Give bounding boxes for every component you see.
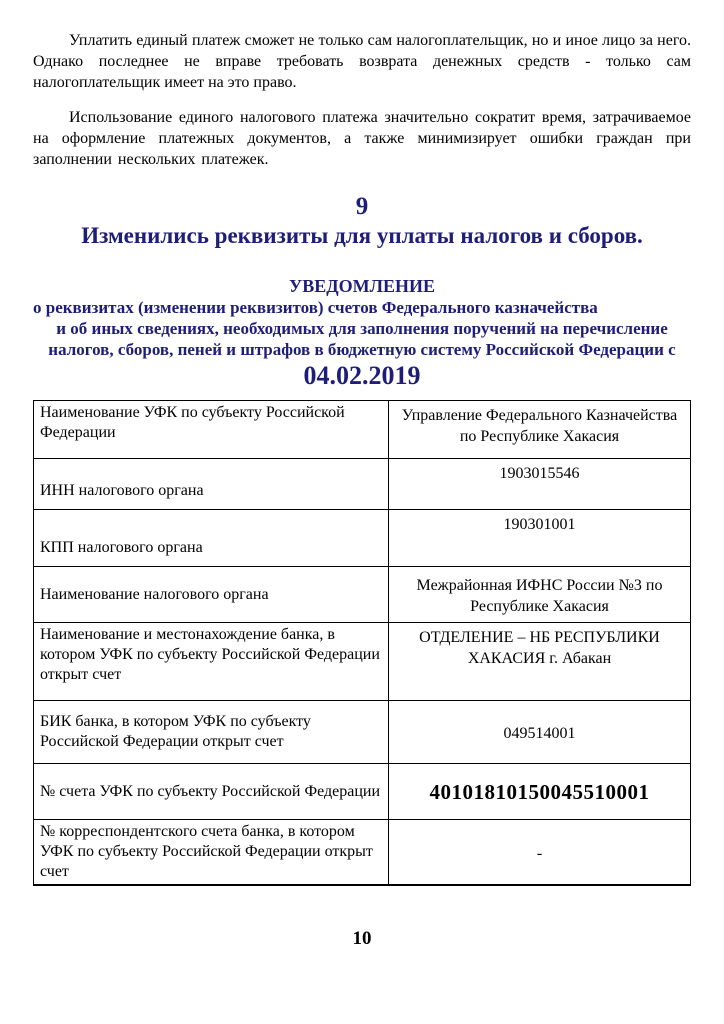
- table-row-inn: [34, 458, 690, 509]
- table-row-tax-authority-name: [34, 566, 690, 622]
- table-row-bik: [34, 700, 690, 763]
- paragraph-unified-payment-payer: Уплатить единый платеж сможет не только сам налогоплательщик, но и иное лицо за него. Однако последнее не вправе требовать возврата денежных средств - только сам налогоплательщик имеет на это право.: [33, 32, 691, 91]
- requisites-table: [33, 400, 691, 886]
- table-cell-value-account: 40101810150045510001: [429, 780, 650, 804]
- table-cell-value: -: [536, 844, 543, 862]
- document-title: Изменились реквизиты для уплаты налогов и сборов.: [81, 223, 643, 248]
- table-row-kpp: [34, 509, 690, 566]
- table-row-ufk-name: [34, 401, 690, 458]
- notice-block: [33, 276, 691, 392]
- table-cell-label: Наименование налогового органа: [34, 567, 389, 622]
- page-number-10: 10: [352, 928, 372, 949]
- notice-heading: УВЕДОМЛЕНИЕ: [288, 276, 436, 296]
- table-cell-label: № счета УФК по субъекту Российской Федерации: [34, 764, 389, 819]
- notice-line-3: налогов, сборов, пеней и штрафов в бюджетную систему Российской Федерации с: [48, 340, 676, 359]
- table-row-bank-name-location: [34, 622, 690, 700]
- table-cell-label: № корреспондентского счета банка, в котором УФК по субъекту Российской Федерации открыт счет: [34, 820, 389, 884]
- table-cell-value: 049514001: [503, 724, 576, 742]
- table-cell-value: Управление Федерального Казначейства по Республике Хакасия: [401, 407, 678, 445]
- notice-effective-date: 04.02.2019: [303, 361, 421, 390]
- table-row-correspondent-account: [34, 819, 690, 884]
- table-cell-value: Межрайонная ИФНС России №3 по Республике Хакасия: [416, 576, 663, 615]
- table-cell-label: КПП налогового органа: [34, 510, 389, 566]
- table-cell-label: Наименование УФК по субъекту Российской Федерации: [34, 401, 389, 458]
- table-cell-label: ИНН налогового органа: [34, 459, 389, 509]
- notice-line-2: и об иных сведениях, необходимых для заполнения поручений на перечисление: [56, 319, 668, 338]
- page-number-9: 9: [355, 193, 369, 220]
- notice-line-1: о реквизитах (изменении реквизитов) счетов Федерального казначейства: [33, 298, 598, 317]
- paragraph-unified-payment-benefits: Использование единого налогового платежа значительно сократит время, затрачиваемое на оформление платежных документов, а также минимизирует ошибки граждан при заполнении нескольких платежек.: [33, 109, 691, 168]
- table-cell-label: БИК банка, в котором УФК по субъекту Российской Федерации открыт счет: [34, 701, 389, 763]
- table-cell-label: Наименование и местонахождение банка, в котором УФК по субъекту Российской Федерации открыт счет: [34, 623, 389, 700]
- table-cell-value: 1903015546: [499, 465, 580, 482]
- table-row-account-number: [34, 763, 690, 819]
- table-cell-value: ОТДЕЛЕНИЕ – НБ РЕСПУБЛИКИ ХАКАСИЯ г. Абакан: [419, 629, 660, 667]
- table-cell-value: 190301001: [503, 516, 576, 533]
